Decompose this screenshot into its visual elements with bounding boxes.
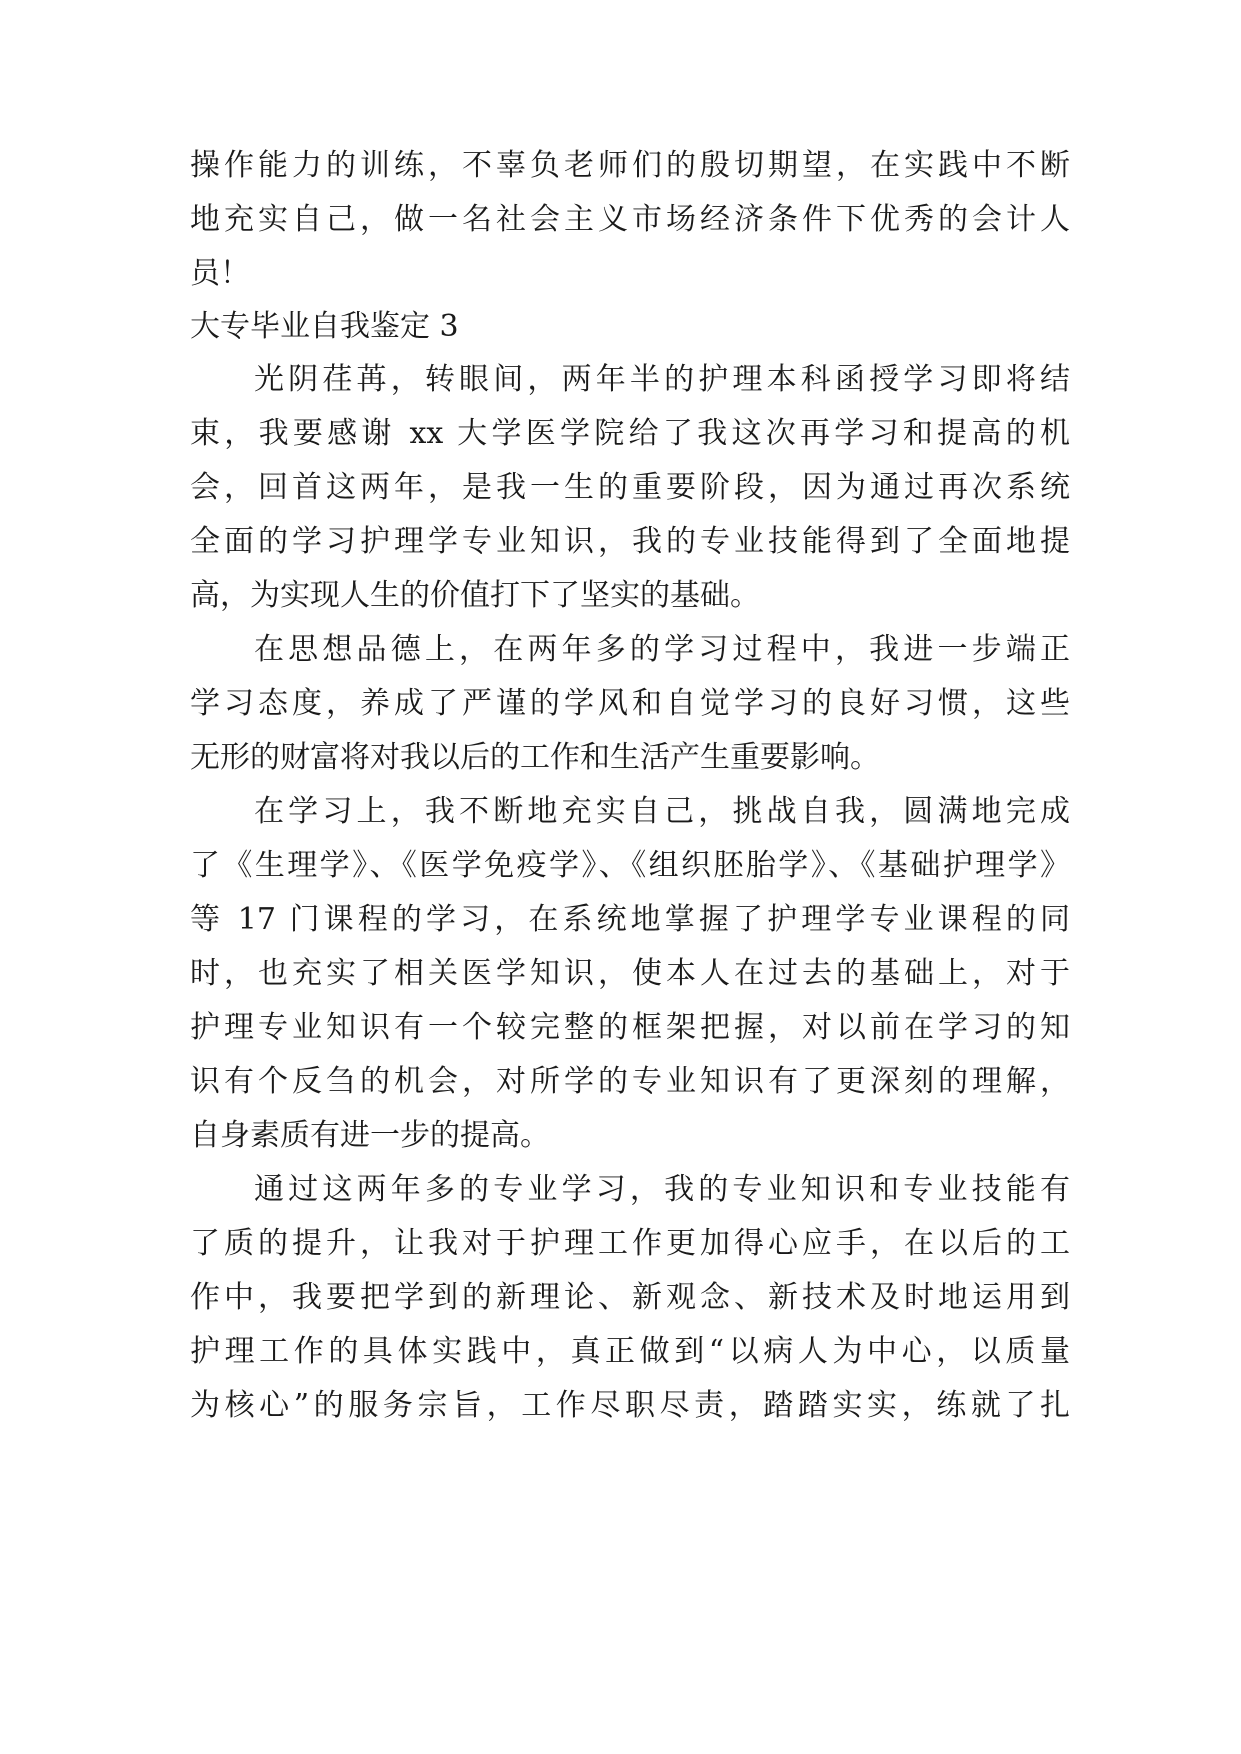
- body-text-line: 操作能力的训练，不辜负老师们的殷切期望，在实践中不断: [190, 148, 1070, 183]
- body-text-line: 时，也充实了相关医学知识，使本人在过去的基础上，对于: [190, 956, 1070, 991]
- body-text-line: 识有个反刍的机会，对所学的专业知识有了更深刻的理解，: [190, 1064, 1070, 1099]
- body-text-line: 为核心”的服务宗旨，工作尽职尽责，踏踏实实，练就了扎: [190, 1388, 1070, 1423]
- body-text-line: 了《生理学》、《医学免疫学》、《组织胚胎学》、《基础护理学》: [190, 848, 1070, 883]
- body-text-line: 束，我要感谢 xx 大学医学院给了我这次再学习和提高的机: [190, 416, 1070, 451]
- body-text-line: 等 17 门课程的学习，在系统地掌握了护理学专业课程的同: [190, 902, 1070, 937]
- body-text-line: 护理专业知识有一个较完整的框架把握，对以前在学习的知: [190, 1010, 1070, 1045]
- body-text-line: 在学习上，我不断地充实自己，挑战自我，圆满地完成: [254, 794, 1070, 829]
- body-text-line: 员！: [190, 256, 250, 291]
- body-text-line: 通过这两年多的专业学习，我的专业知识和专业技能有: [254, 1172, 1070, 1207]
- body-text-line: 全面的学习护理学专业知识，我的专业技能得到了全面地提: [190, 524, 1070, 559]
- body-text-line: 高，为实现人生的价值打下了坚实的基础。: [190, 578, 760, 613]
- body-text-line: 会，回首这两年，是我一生的重要阶段，因为通过再次系统: [190, 470, 1070, 505]
- section-title: 大专毕业自我鉴定 3: [190, 309, 459, 344]
- body-text-line: 了质的提升，让我对于护理工作更加得心应手，在以后的工: [190, 1226, 1070, 1261]
- body-text-line: 在思想品德上，在两年多的学习过程中，我进一步端正: [254, 632, 1070, 667]
- body-text-line: 无形的财富将对我以后的工作和生活产生重要影响。: [190, 740, 880, 775]
- body-text-line: 学习态度，养成了严谨的学风和自觉学习的良好习惯，这些: [190, 686, 1070, 721]
- body-text-line: 自身素质有进一步的提高。: [190, 1118, 550, 1153]
- body-text-line: 护理工作的具体实践中，真正做到“以病人为中心，以质量: [190, 1334, 1070, 1369]
- body-text-line: 作中，我要把学到的新理论、新观念、新技术及时地运用到: [190, 1280, 1070, 1315]
- body-text-line: 光阴荏苒，转眼间，两年半的护理本科函授学习即将结: [254, 362, 1070, 397]
- body-text-line: 地充实自己，做一名社会主义市场经济条件下优秀的会计人: [190, 202, 1070, 237]
